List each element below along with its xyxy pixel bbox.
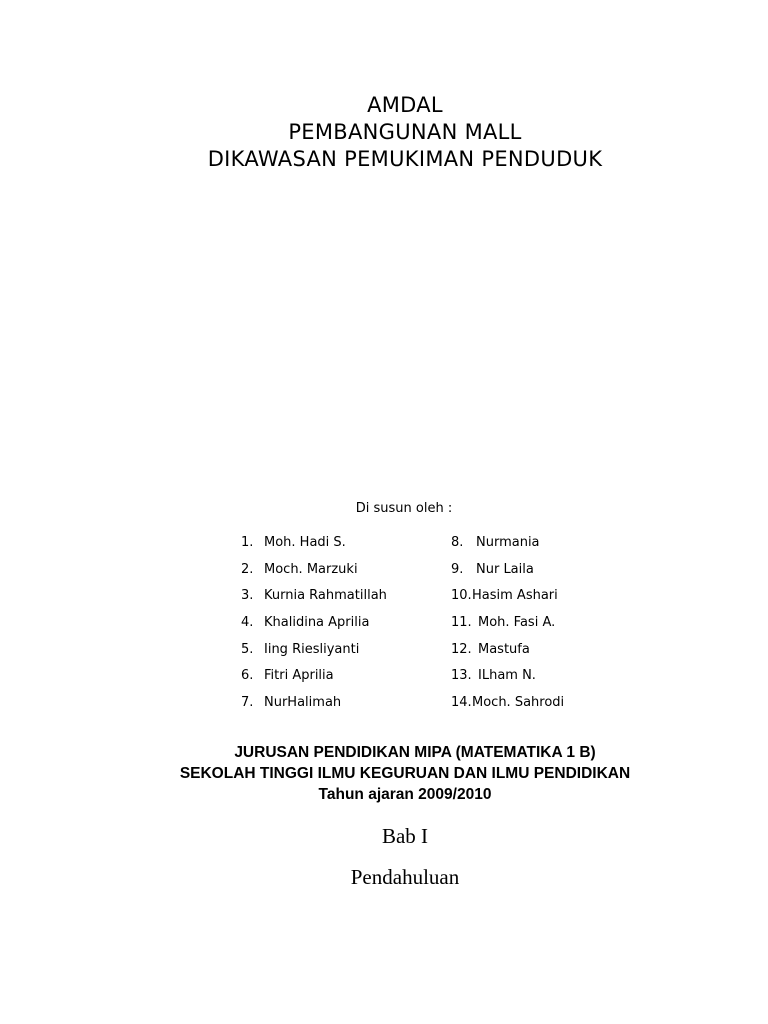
author-name: Moh. Fasi A. [478,615,556,631]
author-number: 9. [451,561,464,577]
author-item [451,560,564,587]
author-number: 13. [451,668,472,684]
author-item [451,533,564,560]
author-number: 1. [241,535,254,550]
author-name: Moh. Hadi S. [264,535,346,550]
author-item [241,640,387,667]
author-number: 12. [451,641,472,657]
school-name: SEKOLAH TINGGI ILMU KEGURUAN DAN ILMU PENDIDIKAN [179,765,631,782]
department-name: JURUSAN PENDIDIKAN MIPA (MATEMATIKA 1 B) [234,744,596,761]
author-name: Khalidina Aprilia [264,615,370,631]
author-item [241,666,387,693]
author-item [451,693,564,720]
academic-year: Tahun ajaran 2009/2010 [318,786,492,803]
author-item [241,586,387,613]
author-number: 10. [451,588,472,604]
title-line-2: PEMBANGUNAN MALL [288,120,522,144]
author-item [241,613,387,640]
institution-block [0,742,768,805]
author-name: Fitri Aprilia [264,668,334,684]
author-item [451,586,564,613]
author-number: 7. [241,695,254,711]
author-item [241,533,387,560]
author-name: Moch. Marzuki [264,561,358,577]
author-number: 11. [451,615,472,631]
author-item [241,693,387,720]
author-number: 2. [241,561,254,577]
author-item [451,666,564,693]
author-item [451,640,564,667]
author-item [451,613,564,640]
author-number: 8. [451,535,464,550]
chapter-title: Pendahuluan [350,865,460,889]
author-name: ILham N. [478,668,536,684]
author-name: Mastufa [478,641,530,657]
author-number: 3. [241,588,254,604]
author-name: Moch. Sahrodi [472,695,565,711]
author-name: Nurmania [476,535,540,550]
author-number: 4. [241,615,254,631]
author-number: 6. [241,668,254,684]
author-item [241,560,387,587]
author-name: Iing Riesliyanti [264,641,360,657]
author-name: NurHalimah [264,695,342,711]
chapter-number: Bab I [381,824,429,848]
author-number: 5. [241,641,254,657]
authors-heading: Di susun oleh : [355,501,453,516]
title-line-1: AMDAL [367,93,443,117]
document-title [0,92,768,173]
author-name: Nur Laila [476,561,534,577]
author-number: 14. [451,695,472,711]
title-line-3: DIKAWASAN PEMUKIMAN PENDUDUK [207,147,603,171]
authors-list-right [451,533,564,720]
author-name: Kurnia Rahmatillah [264,588,387,604]
authors-list-left [241,533,387,720]
author-name: Hasim Ashari [472,588,558,604]
